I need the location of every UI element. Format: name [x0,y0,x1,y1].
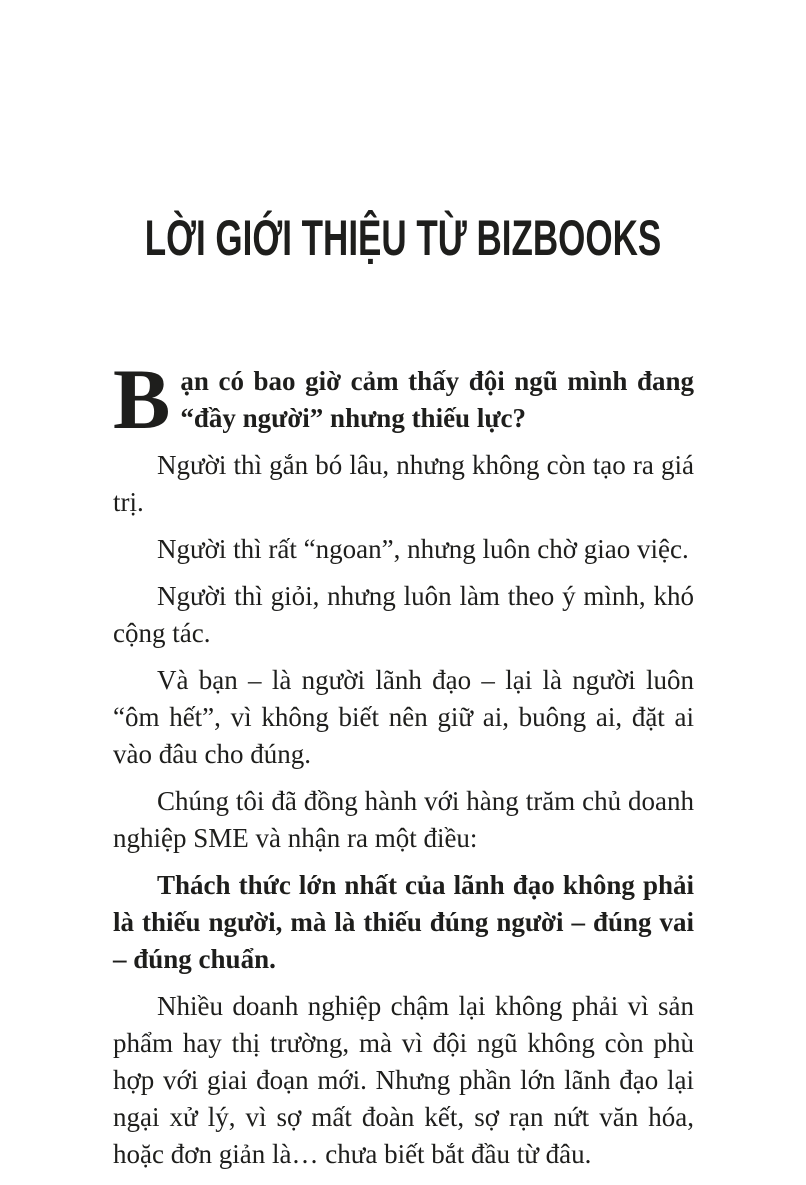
body-text [113,350,694,1173]
paragraph-lead [113,350,694,447]
paragraph: Nhiều doanh nghiệp chậm lại không phải vì sản phẩm hay thị trường, mà vì đội ngũ không còn phù hợp với giai đoạn mới. Nhưng phần lớn lãnh đạo lại ngại xử lý, vì sợ mất đoàn kết, sợ rạn nứt văn hóa, hoặc đơn giản là… chưa biết bắt đầu từ đâu. [113,990,694,1169]
paragraph: Và bạn – là người lãnh đạo – lại là người luôn “ôm hết”, vì không biết nên giữ ai, buông ai, đặt ai vào đâu cho đúng. [113,664,694,769]
paragraph-emphasis: Thách thức lớn nhất của lãnh đạo không phải là thiếu người, mà là thiếu đúng người – đúng vai – đúng chuẩn. [113,869,694,974]
dropcap-letter: B [113,350,171,447]
paragraph: Người thì gắn bó lâu, nhưng không còn tạo ra giá trị. [113,449,694,517]
paragraph: Người thì rất “ngoan”, nhưng luôn chờ giao việc. [157,533,689,564]
paragraph-lead-text: ạn có bao giờ cảm thấy đội ngũ mình đang “đầy người” nhưng thiếu lực? [180,365,694,433]
paragraph: Chúng tôi đã đồng hành với hàng trăm chủ doanh nghiệp SME và nhận ra một điều: [113,785,694,853]
paragraph: Người thì giỏi, nhưng luôn làm theo ý mình, khó cộng tác. [113,580,694,648]
page-title: LỜI GIỚI THIỆU TỪ BIZBOOKS [144,210,662,266]
